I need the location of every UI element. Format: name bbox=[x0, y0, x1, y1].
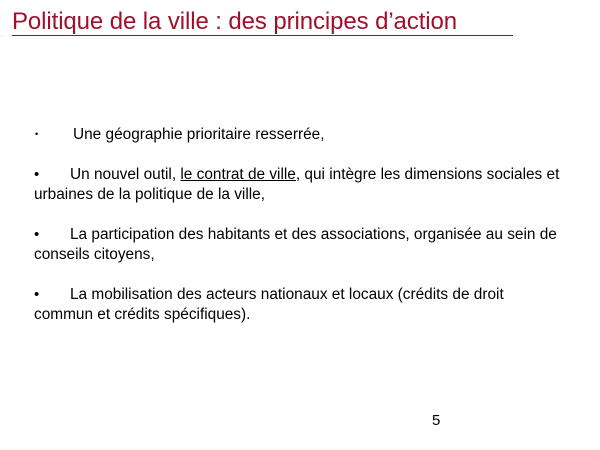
bullet-list bbox=[34, 124, 564, 345]
bullet-item-3 bbox=[34, 225, 564, 265]
bullet-text-after: , qui intègre les dimensions sociales et urbaines de la politique de la ville, bbox=[34, 166, 560, 203]
bullet-text: Une géographie prioritaire resserrée, bbox=[73, 126, 325, 143]
bullet-text: La participation des habitants et des associations, organisée au sein de conseils citoyens, bbox=[34, 226, 557, 263]
bullet-item-1 bbox=[34, 124, 564, 145]
title-underline bbox=[12, 35, 513, 36]
bullet-item-4 bbox=[34, 285, 564, 325]
bullet-icon: • bbox=[34, 226, 40, 243]
slide-title: Politique de la ville : des principes d’action bbox=[12, 8, 457, 35]
page-number: 5 bbox=[432, 412, 441, 429]
bullet-icon: • bbox=[35, 129, 39, 139]
bullet-text-before: Un nouvel outil, bbox=[70, 166, 181, 183]
bullet-icon: • bbox=[34, 166, 40, 183]
bullet-icon: • bbox=[34, 286, 40, 303]
bullet-text: La mobilisation des acteurs nationaux et locaux (crédits de droit commun et crédits spécifiques). bbox=[34, 286, 504, 323]
bullet-item-2 bbox=[34, 165, 564, 205]
contrat-de-ville-link[interactable]: le contrat de ville bbox=[180, 166, 296, 183]
